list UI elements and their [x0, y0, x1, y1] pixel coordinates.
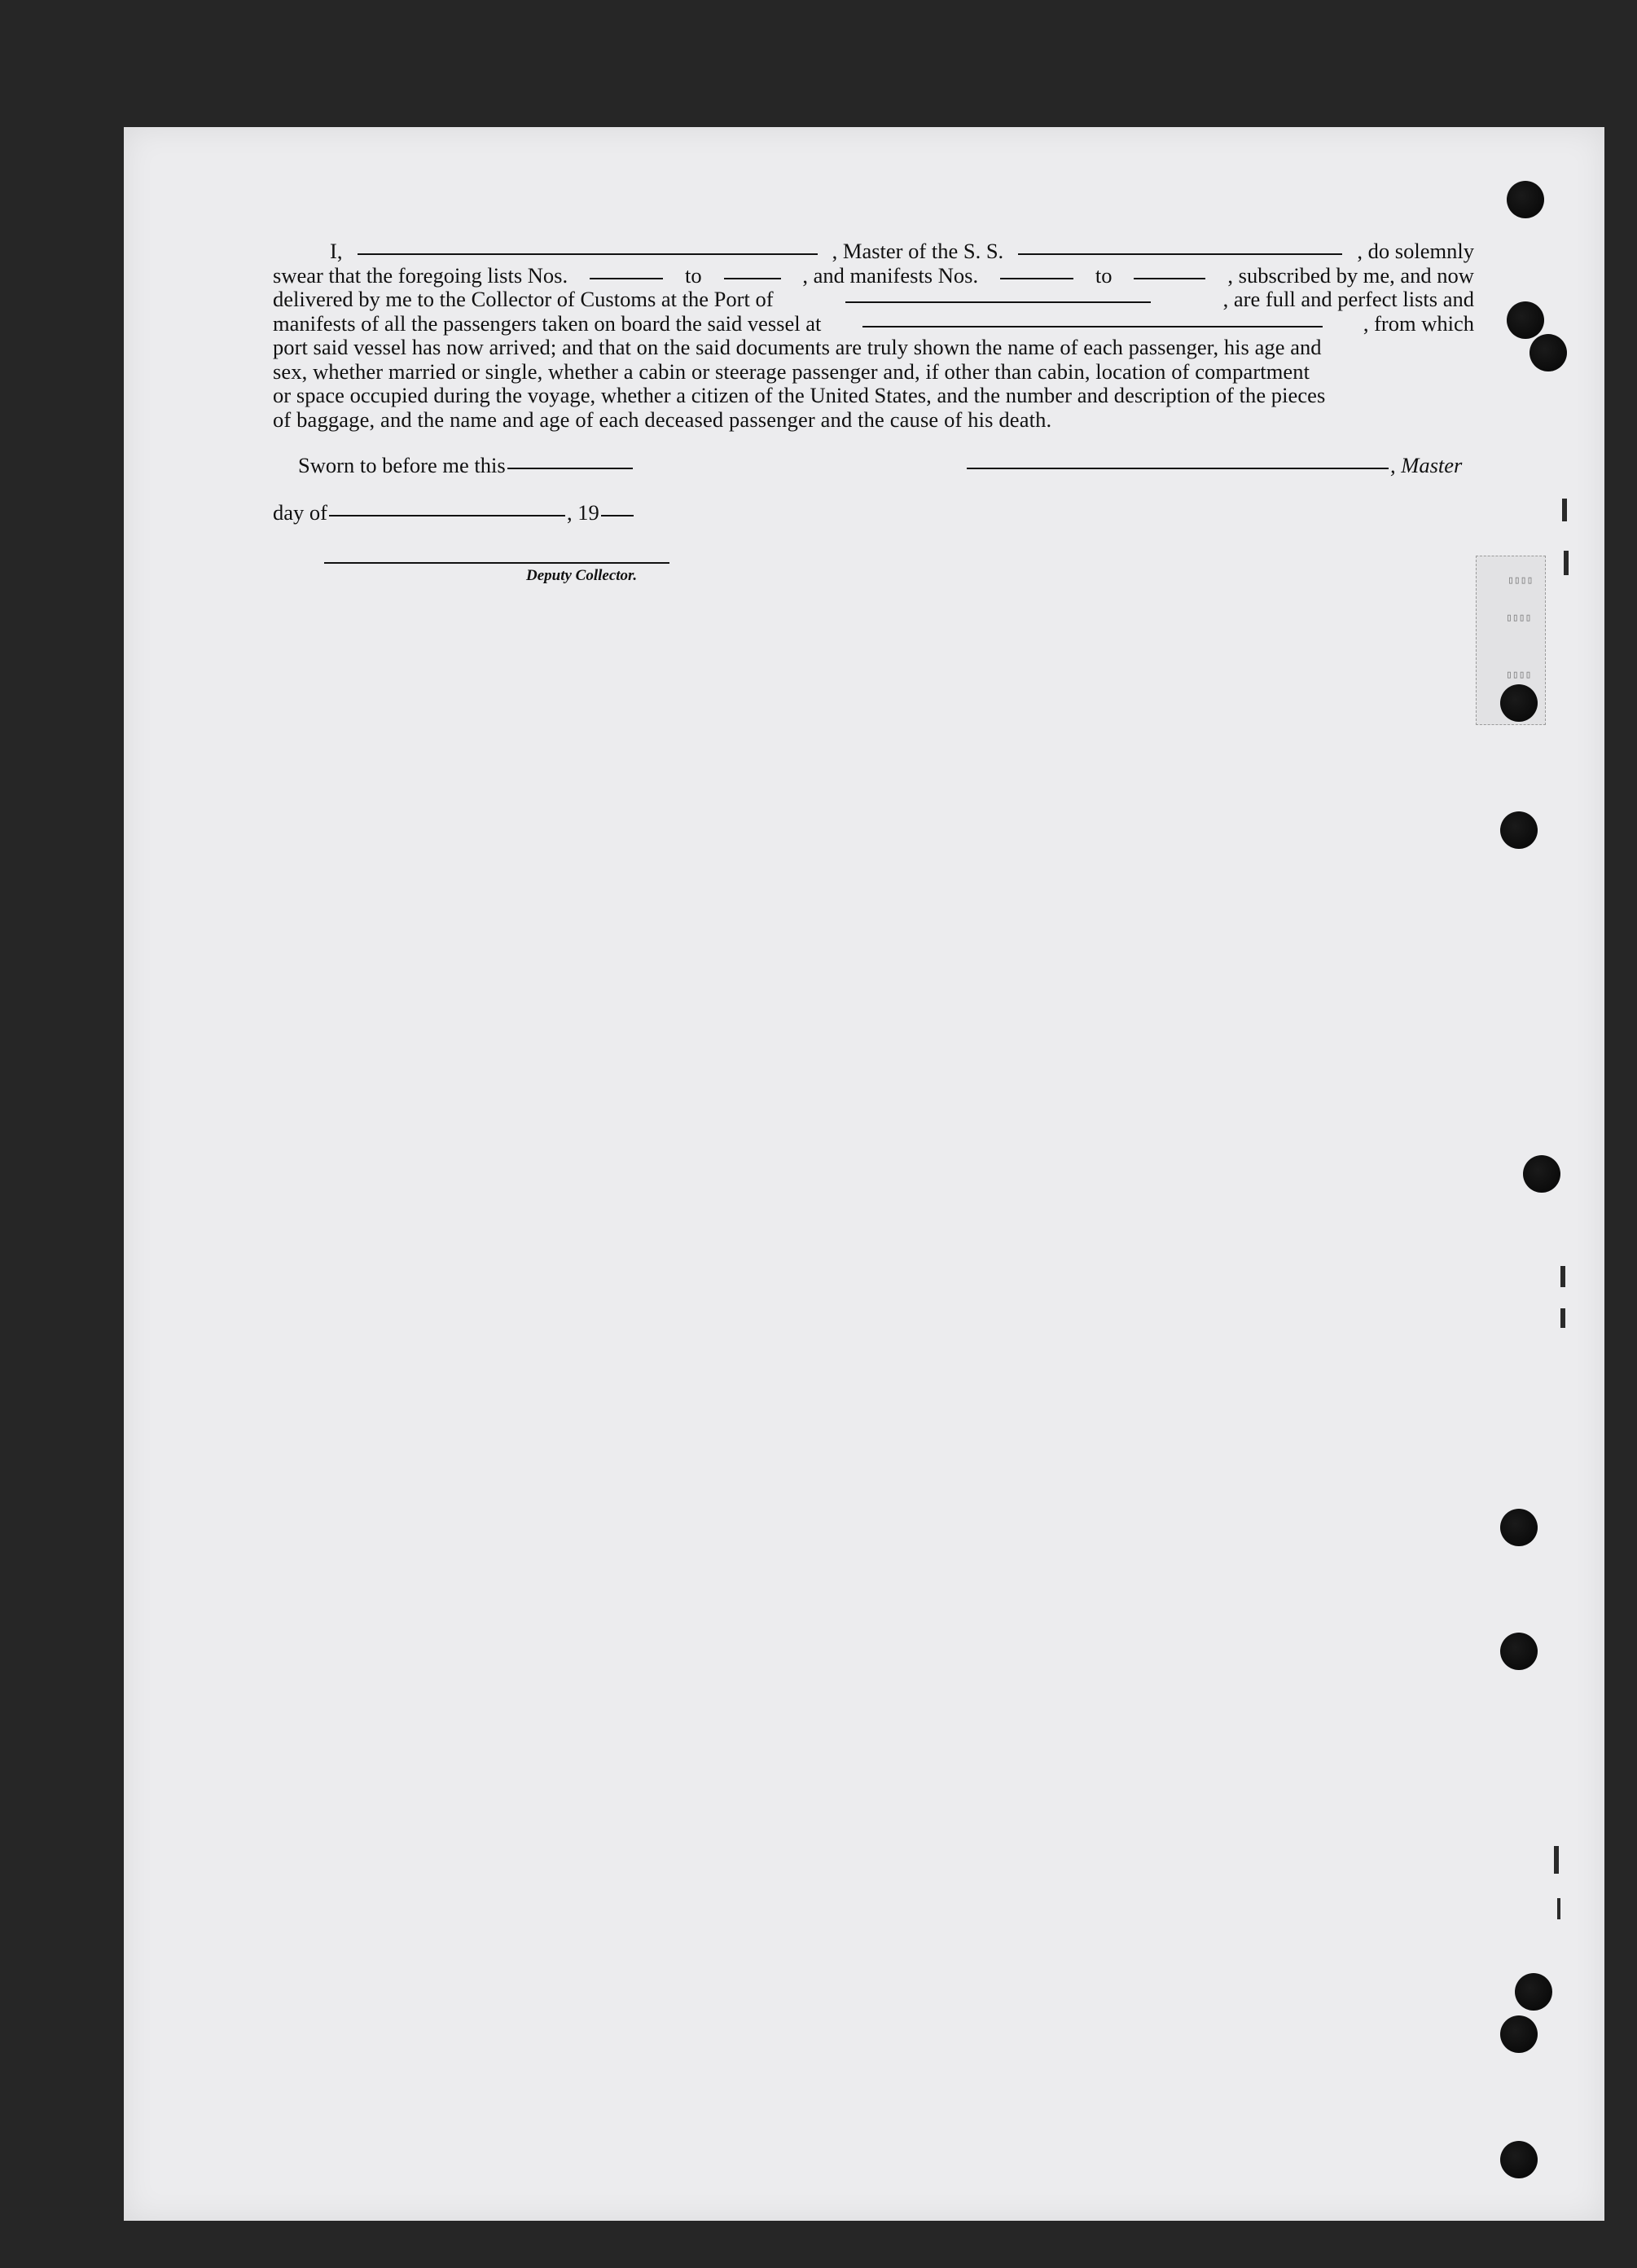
oath-text: , Master of the S. S. [832, 239, 1004, 263]
oath-line-6 [273, 360, 1474, 385]
oath-text: , are full and perfect lists and [1222, 287, 1474, 311]
punch-hole [1529, 334, 1567, 371]
ship-name-field[interactable] [1018, 253, 1342, 255]
bleed-through-stamp: ▯▯▯▯ ▯▯▯▯ ▯▯▯▯ [1476, 556, 1546, 725]
oath-line-3 [273, 288, 1474, 312]
sworn-date-field[interactable] [507, 467, 633, 469]
oath-text: I, [330, 239, 343, 263]
punch-hole [1500, 1633, 1538, 1670]
punch-hole [1515, 1973, 1552, 2011]
deputy-collector-label: Deputy Collector. [526, 567, 638, 584]
departure-port-field[interactable] [862, 325, 1323, 327]
port-field[interactable] [845, 301, 1151, 303]
punch-hole [1523, 1155, 1560, 1193]
oath-line-4 [273, 312, 1474, 336]
oath-line-8 [273, 408, 1474, 433]
edge-mark [1562, 499, 1567, 521]
oath-line-2 [273, 264, 1474, 288]
edge-mark [1560, 1266, 1565, 1287]
punch-hole [1500, 1509, 1538, 1546]
day-label: day of [273, 500, 327, 525]
oath-text: to [1095, 262, 1113, 288]
year-field[interactable] [601, 514, 634, 516]
oath-paragraph [273, 240, 1474, 432]
punch-hole [1507, 181, 1544, 218]
lists-from-field[interactable] [590, 277, 663, 279]
oath-text: port said vessel has now arrived; and that on the said documents are truly shown the name of each passenger, his age and [273, 335, 1322, 359]
master-name-field[interactable] [358, 253, 818, 255]
edge-mark [1557, 1898, 1560, 1919]
year-prefix: , 19 [566, 500, 599, 525]
oath-text: , do solemnly [1357, 239, 1474, 263]
oath-line-7 [273, 384, 1474, 408]
master-signature-field[interactable] [967, 467, 1389, 469]
manifests-to-field[interactable] [1134, 277, 1205, 279]
master-signature-row [965, 453, 1462, 478]
day-row [273, 500, 635, 525]
lists-to-field[interactable] [724, 277, 781, 279]
oath-text: or space occupied during the voyage, whether a citizen of the United States, and the number and description of the pieces [273, 383, 1326, 407]
oath-text: of baggage, and the name and age of each deceased passenger and the cause of his death. [273, 407, 1052, 432]
oath-text: , subscribed by me, and now [1227, 262, 1474, 288]
edge-mark [1564, 551, 1569, 575]
oath-line-5 [273, 336, 1474, 360]
document-page [124, 127, 1604, 2221]
deputy-signature-line[interactable] [324, 562, 669, 564]
master-label: , Master [1390, 453, 1463, 477]
punch-hole [1500, 2015, 1538, 2053]
edge-mark [1560, 1308, 1565, 1328]
oath-text: , from which [1363, 310, 1474, 336]
sworn-label: Sworn to before me this [298, 453, 506, 477]
oath-text: swear that the foregoing lists Nos. [273, 262, 568, 288]
punch-hole [1500, 684, 1538, 722]
punch-hole [1500, 811, 1538, 849]
punch-hole [1507, 301, 1544, 339]
oath-text: sex, whether married or single, whether a cabin or steerage passenger and, if other than cabin, location of compartment [273, 358, 1310, 384]
oath-text: to [684, 262, 702, 288]
manifests-from-field[interactable] [1000, 277, 1073, 279]
edge-mark [1554, 1846, 1559, 1874]
sworn-row [298, 453, 634, 478]
oath-line-1 [273, 240, 1474, 264]
punch-hole [1500, 2141, 1538, 2178]
oath-text: manifests of all the passengers taken on board the said vessel at [273, 310, 822, 336]
oath-text: delivered by me to the Collector of Customs at the Port of [273, 287, 774, 311]
oath-text: , and manifests Nos. [802, 262, 979, 288]
day-month-field[interactable] [329, 514, 565, 516]
